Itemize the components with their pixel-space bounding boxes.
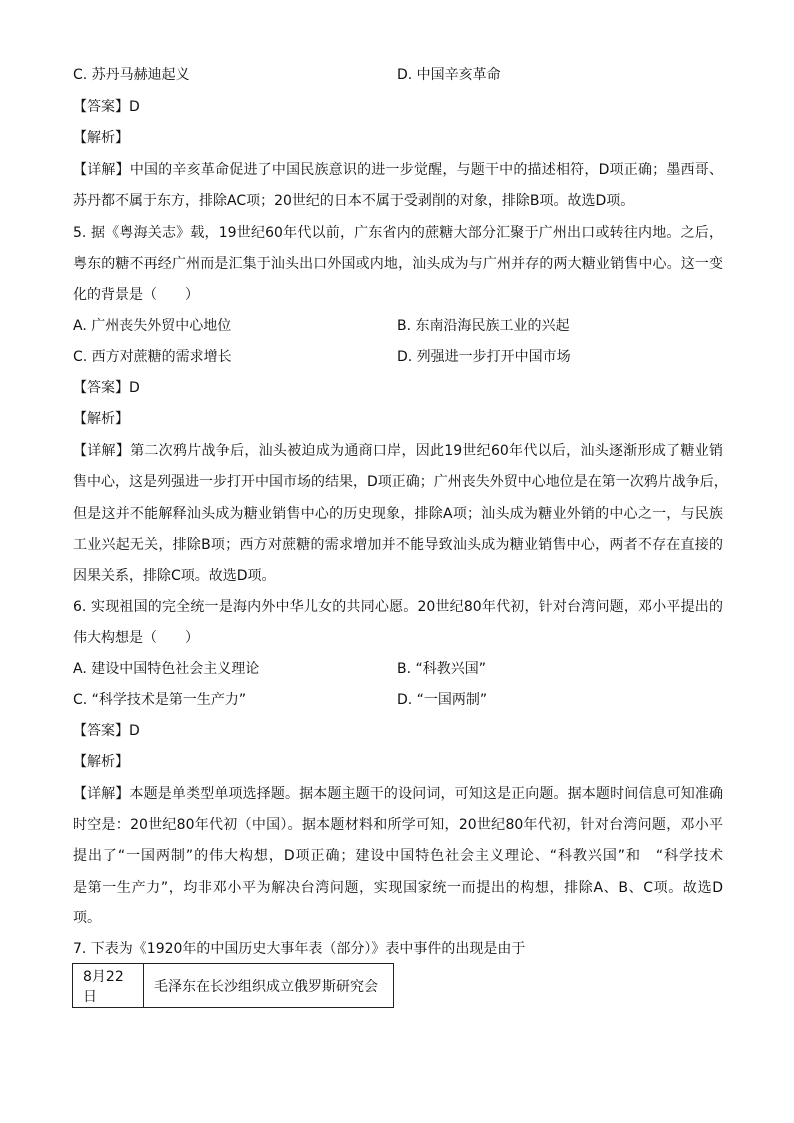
q6-analysis-heading: 【解析】: [73, 754, 129, 770]
q4-option-d: D. 中国辛亥革命: [397, 67, 501, 83]
q5-analysis-heading: 【解析】: [73, 411, 129, 427]
q6-answer: 【答案】D: [73, 723, 140, 739]
q6-detail-line: 项。: [73, 910, 101, 926]
q5-detail-line: 但是这并不能解释汕头成为糖业销售中心的历史现象，排除A项；汕头成为糖业外销的中心之一，与民族: [73, 506, 723, 522]
q6-stem-line: 6. 实现祖国的完全统一是海内外中华儿女的共同心愿。20世纪80年代初，针对台湾问题，邓小平提出的: [73, 599, 723, 615]
q6-option-a: A. 建设中国特色社会主义理论: [73, 661, 260, 677]
q5-option-b: B. 东南沿海民族工业的兴起: [397, 318, 570, 334]
q4-answer: 【答案】D: [73, 99, 140, 115]
q6-option-c: C. “科学技术是第一生产力”: [73, 692, 247, 708]
q6-stem-line: 伟大构想是（ ）: [73, 630, 199, 646]
q6-option-d: D. “一国两制”: [397, 692, 488, 708]
q5-option-c: C. 西方对蔗糖的需求增长: [73, 349, 232, 365]
q6-option-b: B. “科教兴国”: [397, 661, 487, 677]
q6-detail-line: 提出了“一国两制”的伟大构想，D项正确；建设中国特色社会主义理论、“科教兴国”和 “科学技术: [73, 848, 723, 864]
q4-option-c: C. 苏丹马赫迪起义: [73, 67, 190, 83]
q5-detail-line: 工业兴起无关，排除B项；西方对蔗糖的需求增加并不能导致汕头成为糖业销售中心，两者不存在直接的: [73, 537, 723, 553]
q5-stem-line: 粤东的糖不再经广州而是汇集于汕头出口外国或内地，汕头成为与广州并存的两大糖业销售中心。这一变: [73, 256, 723, 272]
q5-detail-line: 【详解】第二次鸦片战争后，汕头被迫成为通商口岸，因此19世纪60年代以后，汕头逐渐形成了糖业销: [73, 443, 723, 459]
table-cell-date: 8月22日: [73, 964, 144, 1008]
table-cell-event: 毛泽东在长沙组织成立俄罗斯研究会: [144, 964, 394, 1008]
q5-stem-line: 化的背景是（ ）: [73, 287, 199, 303]
q4-analysis-heading: 【解析】: [73, 130, 129, 146]
q5-stem-line: 5. 据《粤海关志》载，19世纪60年代以前，广东省内的蔗糖大部分汇聚于广州出口或转往内地。之后，: [73, 225, 723, 241]
q4-detail-line: 苏丹都不属于东方，排除AC项；20世纪的日本不属于受剥削的对象，排除B项。故选D项。: [73, 193, 635, 209]
q7-stem: 7. 下表为《1920年的中国历史大事年表（部分）》表中事件的出现是由于: [73, 941, 526, 957]
q5-detail-line: 因果关系，排除C项。故选D项。: [73, 568, 276, 584]
q5-detail-line: 售中心，这是列强进一步打开中国市场的结果，D项正确；广州丧失外贸中心地位是在第一次鸦片战争后，: [73, 474, 728, 490]
table-row: [73, 964, 394, 1008]
q4-detail-line: 【详解】中国的辛亥革命促进了中国民族意识的进一步觉醒，与题干中的描述相符，D项正确；墨西哥、: [73, 162, 723, 178]
events-table: [72, 963, 394, 1008]
q5-option-d: D. 列强进一步打开中国市场: [397, 349, 571, 365]
q5-option-a: A. 广州丧失外贸中心地位: [73, 318, 232, 334]
q5-answer: 【答案】D: [73, 380, 140, 396]
q6-detail-line: 时空是：20世纪80年代初（中国）。据本题材料和所学可知，20世纪80年代初，针对台湾问题，邓小平: [73, 817, 723, 833]
q6-detail-line: 【详解】本题是单类型单项选择题。据本题主题干的设问词，可知这是正向题。据本题时间信息可知准确: [73, 786, 723, 802]
q6-detail-line: 是第一生产力”，均非邓小平为解决台湾问题，实现国家统一而提出的构想，排除A、B、C项。故选D: [73, 880, 723, 896]
